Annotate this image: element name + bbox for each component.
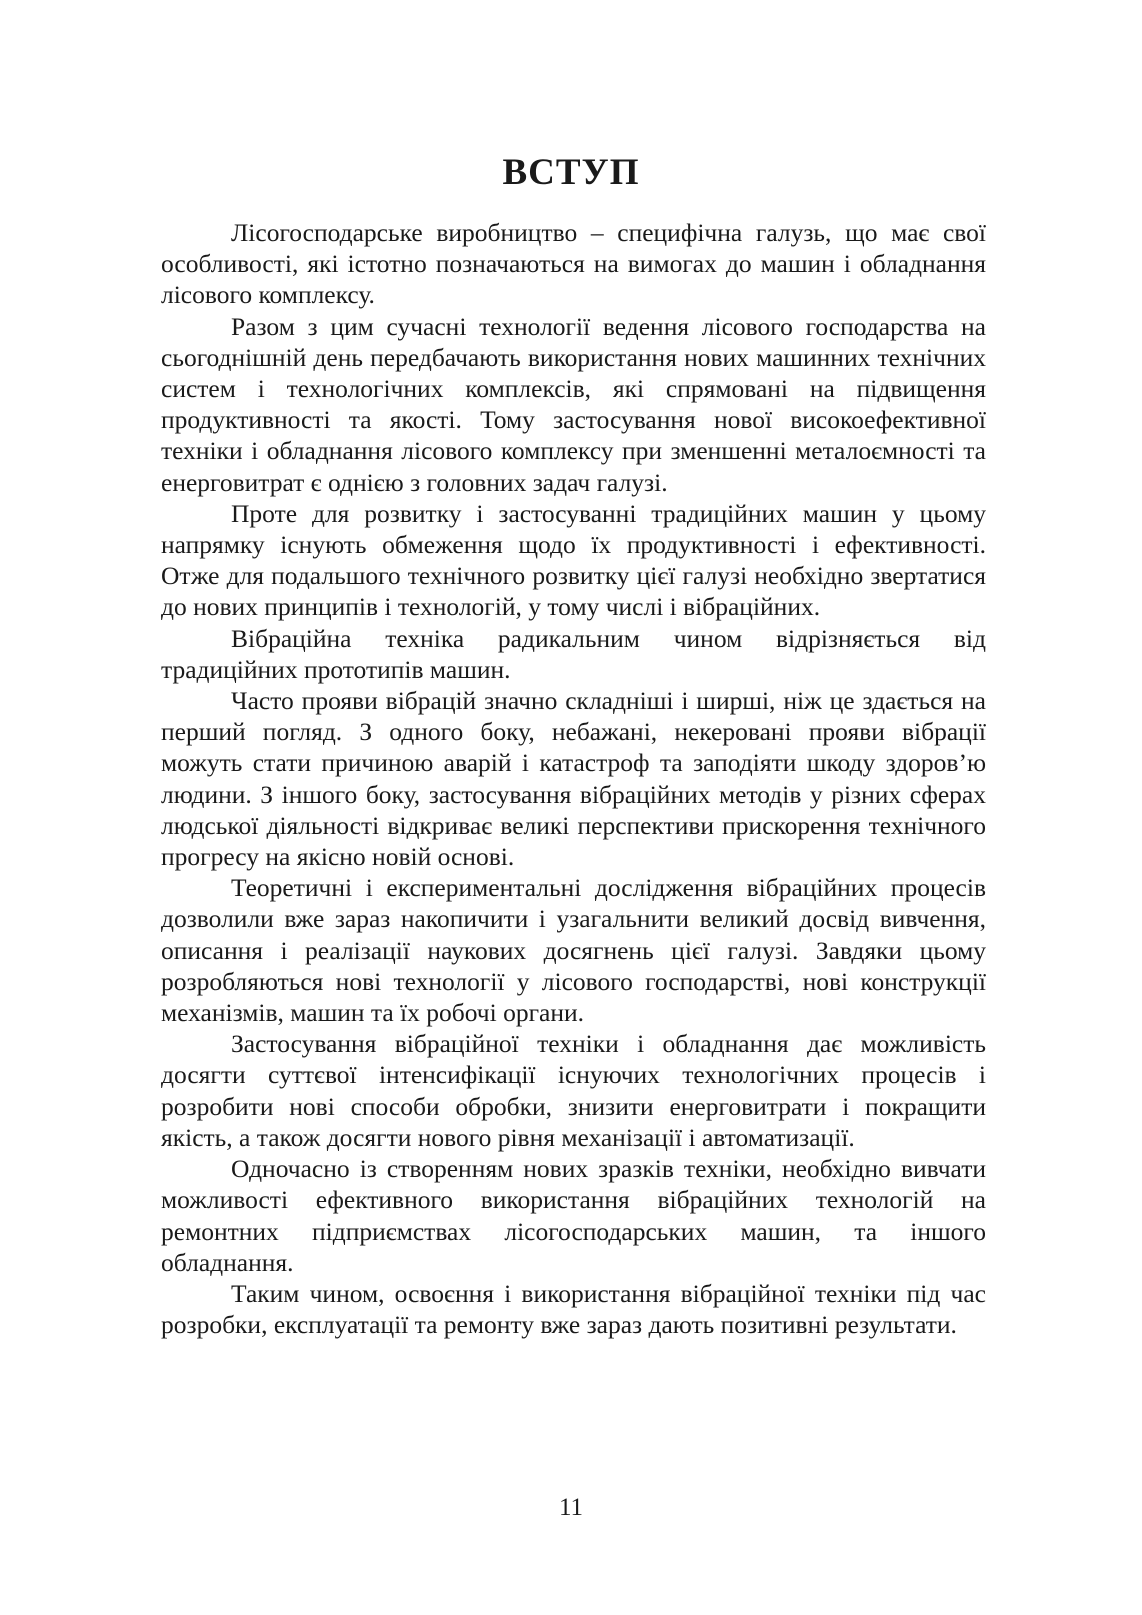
paragraph: Таким чином, освоєння і використання вібраційної техніки під час розробки, експлуатації та ремонту вже зараз дають позитивні результати. <box>161 1278 986 1340</box>
page-number: 11 <box>558 1494 584 1521</box>
paragraph: Разом з цим сучасні технології ведення лісового господарства на сьогоднішній день передбачають використання нових машинних технічних систем і технологічних комплексів, які спрямовані на підвищення продуктивності та якості. Тому застосування нової високоефективної техніки і обладнання лісового комплексу при зменшенні металоємності та енерговитрат є однією з головних задач галузі. <box>161 311 986 497</box>
paragraph: Одночасно із створенням нових зразків техніки, необхідно вивчати можливості ефективного використання вібраційних технологій на ремонтних підприємствах лісогосподарських машин, та іншого обладнання. <box>161 1154 986 1277</box>
body-text <box>161 217 986 1340</box>
paragraph: Часто прояви вібрацій значно складніші і ширші, ніж це здається на перший погляд. З одного боку, небажані, некеровані прояви вібрації можуть стати причиною аварій і катастроф та заподіяти шкоду здоров’ю людини. З іншого боку, застосування вібраційних методів у різних сферах людської діяльності відкриває великі перспективи прискорення технічного прогресу на якісно новій основі. <box>161 686 986 872</box>
paragraph: Застосування вібраційної техніки і обладнання дає можливість досягти суттєвої інтенсифікації існуючих технологічних процесів і розробити нові способи обробки, знизити енерговитрати і покращити якість, а також досягти нового рівня механізації і автоматизації. <box>161 1029 986 1152</box>
paragraph: Теоретичні і експериментальні дослідження вібраційних процесів дозволили вже зараз накопичити і узагальнити великий досвід вивчення, описання і реалізації наукових досягнень цієї галузі. Завдяки цьому розробляються нові технології у лісового господарстві, нові конструкції механізмів, машин та їх робочі органи. <box>161 873 986 1028</box>
paragraph: Проте для розвитку і застосуванні традиційних машин у цьому напрямку існують обмеження щодо їх продуктивності і ефективності. Отже для подальшого технічного розвитку цієї галузі необхідно звертатися до нових принципів і технологій, у тому числі і вібраційних. <box>161 498 986 622</box>
page-title: ВСТУП <box>502 152 640 193</box>
paragraph: Лісогосподарське виробництво – специфічна галузь, що має свої особливості, які істотно позначаються на вимогах до машин і обладнання лісового комплексу. <box>161 218 986 310</box>
paragraph: Вібраційна техніка радикальним чином відрізняється від традиційних прототипів машин. <box>161 623 986 684</box>
